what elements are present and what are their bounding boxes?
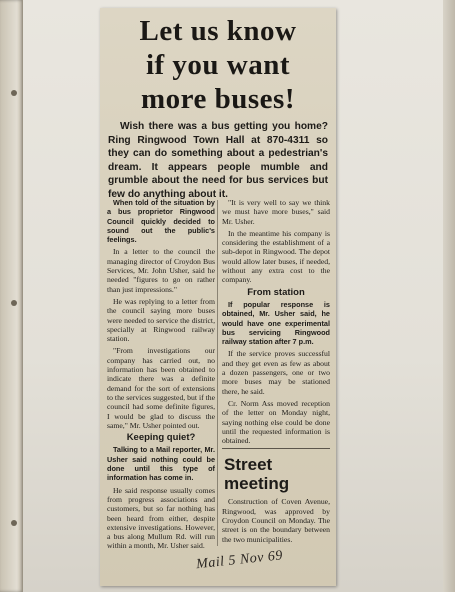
left-column: [107, 198, 215, 554]
headline: [104, 14, 332, 116]
paragraph: If popular response is obtained, Mr. Usher said, he would have one experimental bus servicing Ringwood railway station after 7 p.m.: [222, 299, 330, 347]
faint-bleed-through: [329, 48, 426, 121]
scrapbook-left-page: [0, 0, 24, 592]
right-column: [222, 198, 330, 547]
headline-line: if you want: [145, 49, 291, 81]
subheading: From station: [247, 286, 305, 298]
paragraph: Talking to a Mail reporter, Mr. Usher said nothing could be done until this type of information has come in.: [107, 445, 215, 483]
paragraph: When told of the situation by a bus proprietor Ringwood Council quickly decided to sound out the public's feelings.: [107, 198, 215, 245]
heading-line: meeting: [224, 474, 290, 494]
binding-hole: [11, 520, 17, 526]
intro-paragraph: Wish there was a bus getting you home? Ring Ringwood Town Hall at 870-4311 so they can do something about a pedestrian's dream. It appears people mumble and grumble about the need for bus services but few do anything about it.: [108, 121, 328, 200]
subheading: Keeping quiet?: [126, 432, 196, 444]
paragraph: Construction of Coven Avenue, Ringwood, was approved by Croydon Council on Monday. The street is on the boundary between the two municipalities.: [222, 497, 330, 544]
binding-hole: [11, 90, 17, 96]
headline-line: more buses!: [141, 83, 295, 115]
paragraph: "From investigations our company has carried out, no information has been obtained to indicate there was a definite demand for the sort of extensions to the services suggested, but if the council had some definite figures, I would be glad to discuss the same," Mr. Usher pointed out.: [107, 346, 215, 430]
binding-hole: [11, 300, 17, 306]
paragraph: He said response usually comes from progress associations and customers, but so far nothing has been heard from either, despite extensive investigations. However, a bus along Mullum Rd. will run within a month, Mr. Usher said.: [107, 485, 215, 551]
paragraph: "It is very well to say we think we must have more buses," said Mr. Usher.: [222, 198, 330, 226]
handwritten-note: Mail 5 Nov 69: [195, 548, 284, 573]
newspaper-clipping: [100, 8, 336, 586]
heading-line: Street: [224, 455, 273, 475]
headline-line: Let us know: [139, 15, 297, 47]
paragraph: If the service proves successful and they get even as few as about a dozen passengers, one or two more buses may be stationed there, he said.: [222, 349, 330, 396]
street-meeting-heading: [224, 455, 330, 493]
column-divider: [217, 200, 218, 546]
paragraph: He was replying to a letter from the council saying more buses were needed to service the district, specially at Ringwood railway station.: [107, 296, 215, 344]
page-edge: [443, 0, 455, 592]
section-rule: [222, 448, 330, 449]
paragraph: In a letter to the council the managing director of Croydon Bus Services, Mr. John Usher, said he needed "figures to go on rather than just impressions.": [107, 247, 215, 294]
paragraph: In the meantime his company is considering the establishment of a sub-depot in Ringwood. The depot would allow later buses, if needed, without any extra cost to the company.: [222, 228, 330, 285]
paragraph: Cr. Norm Ass moved reception of the letter on Monday night, saying nothing else could be done until the requested information is obtained.: [222, 398, 330, 446]
